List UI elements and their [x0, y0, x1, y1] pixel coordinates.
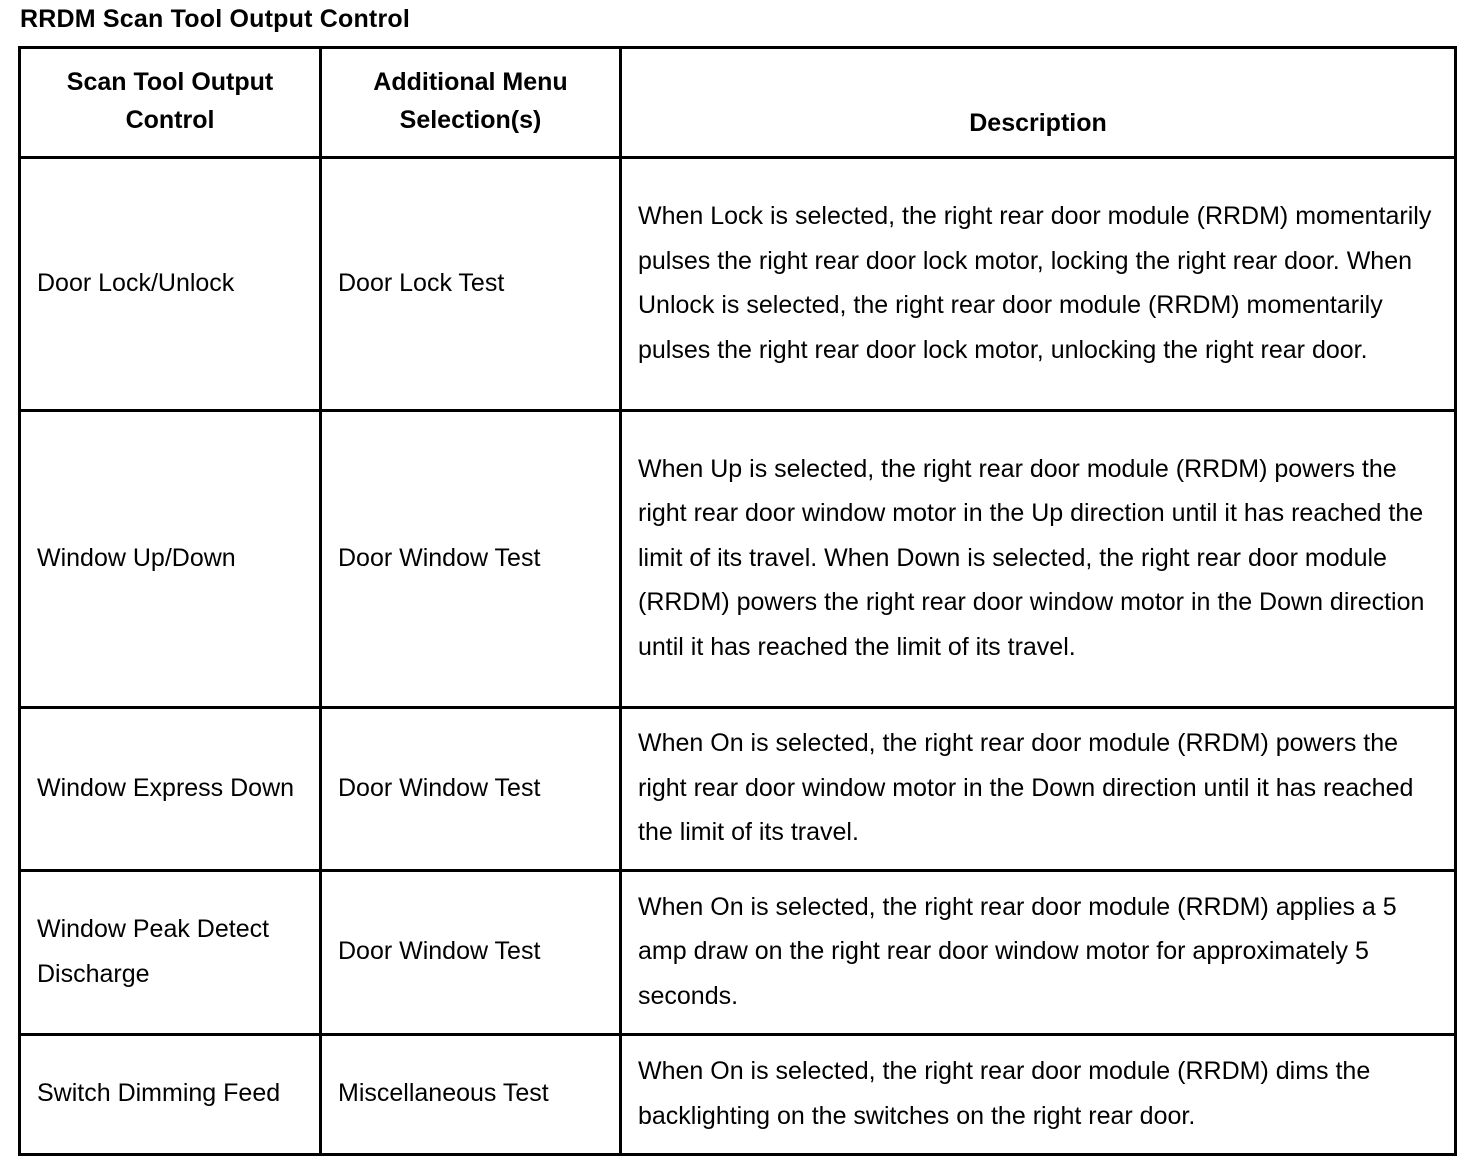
header-menu-selections: Additional Menu Selection(s) [321, 48, 621, 158]
output-control-cell: Switch Dimming Feed [20, 1035, 321, 1155]
table-row [20, 871, 1456, 1035]
document-title: RRDM Scan Tool Output Control [20, 5, 411, 33]
output-control-cell: Door Lock/Unlock [20, 158, 321, 411]
output-control-table [18, 46, 1457, 1156]
output-control-cell: Window Express Down [20, 708, 321, 871]
menu-selection-cell: Door Lock Test [321, 158, 621, 411]
table-row [20, 708, 1456, 871]
description-cell: When On is selected, the right rear door module (RRDM) powers the right rear door window motor in the Down direction until it has reached the limit of its travel. [621, 708, 1456, 871]
description-cell: When Up is selected, the right rear door module (RRDM) powers the right rear door window motor in the Up direction until it has reached the limit of its travel. When Down is selected, the right rear door module (RRDM) powers the right rear door window motor in the Down direction until it has reached the limit of its travel. [621, 411, 1456, 708]
header-output-control: Scan Tool Output Control [20, 48, 321, 158]
description-cell: When Lock is selected, the right rear door module (RRDM) momentarily pulses the right rear door lock motor, locking the right rear door. When Unlock is selected, the right rear door module (RRDM) momentarily pulses the right rear door lock motor, unlocking the right rear door. [621, 158, 1456, 411]
output-control-cell: Window Up/Down [20, 411, 321, 708]
menu-selection-cell: Miscellaneous Test [321, 1035, 621, 1155]
table-header-row [20, 48, 1456, 158]
description-cell: When On is selected, the right rear door module (RRDM) applies a 5 amp draw on the right rear door window motor for approximately 5 seconds. [621, 871, 1456, 1035]
output-control-cell: Window Peak Detect Discharge [20, 871, 321, 1035]
menu-selection-cell: Door Window Test [321, 871, 621, 1035]
table-row [20, 158, 1456, 411]
menu-selection-cell: Door Window Test [321, 708, 621, 871]
header-description: Description [621, 48, 1456, 158]
description-cell: When On is selected, the right rear door module (RRDM) dims the backlighting on the switches on the right rear door. [621, 1035, 1456, 1155]
table-row [20, 411, 1456, 708]
table-row [20, 1035, 1456, 1155]
menu-selection-cell: Door Window Test [321, 411, 621, 708]
